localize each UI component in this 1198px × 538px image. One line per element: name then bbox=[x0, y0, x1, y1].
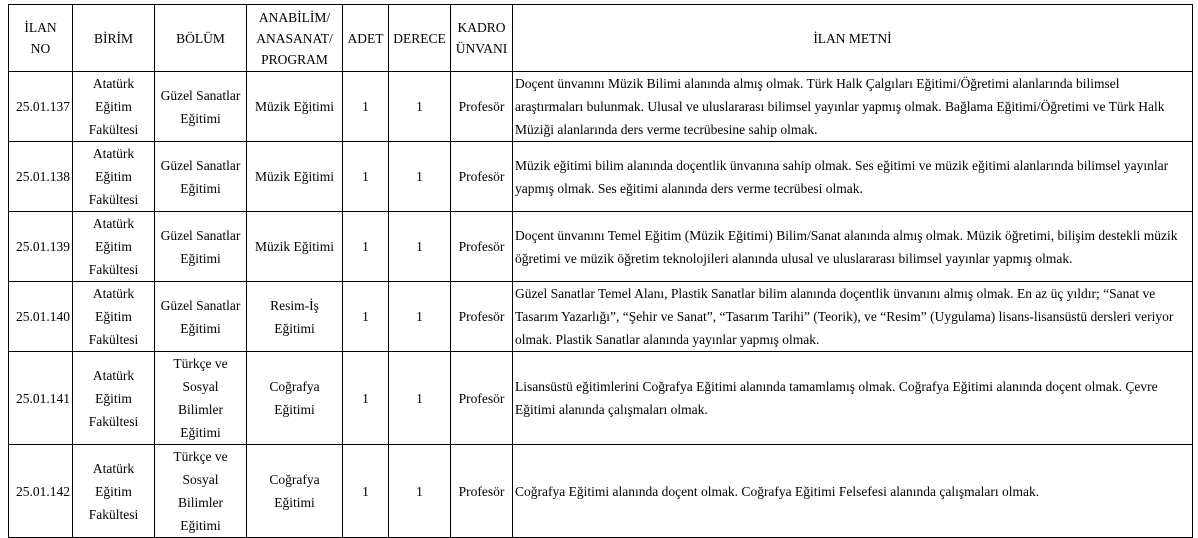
header-adet: ADET bbox=[343, 5, 389, 72]
anabilim-cell: Müzik Eğitimi bbox=[247, 142, 343, 212]
header-anabilim: ANABİLİM/ ANASANAT/ PROGRAM bbox=[247, 5, 343, 72]
bolum-cell: Türkçe ve Sosyal Bilimler Eğitimi bbox=[155, 445, 247, 538]
ilan-no-cell: 25.01.138 bbox=[9, 142, 73, 212]
derece-cell: 1 bbox=[389, 352, 451, 445]
birim-cell: Atatürk Eğitim Fakültesi bbox=[73, 282, 155, 352]
anabilim-cell: Coğrafya Eğitimi bbox=[247, 352, 343, 445]
bolum-cell: Güzel Sanatlar Eğitimi bbox=[155, 142, 247, 212]
header-birim: BİRİM bbox=[73, 5, 155, 72]
birim-cell: Atatürk Eğitim Fakültesi bbox=[73, 445, 155, 538]
ilan-table bbox=[8, 4, 1193, 538]
kadro-unvani-cell: Profesör bbox=[451, 445, 513, 538]
kadro-unvani-cell: Profesör bbox=[451, 142, 513, 212]
birim-cell: Atatürk Eğitim Fakültesi bbox=[73, 352, 155, 445]
anabilim-cell: Müzik Eğitimi bbox=[247, 212, 343, 282]
bolum-cell: Güzel Sanatlar Eğitimi bbox=[155, 72, 247, 142]
adet-cell: 1 bbox=[343, 142, 389, 212]
ilan-metni-cell: Doçent ünvanını Müzik Bilimi alanında almış olmak. Türk Halk Çalgıları Eğitimi/Öğretimi alanlarında bilimsel araştırmaları bulunmak. Ulusal ve uluslararası bilimsel yayınlar yapmış olmak. Bağlama Eğitimi/Öğretimi ve Türk Halk Müziği alanlarında ders verme tecrübesine sahip olmak. bbox=[513, 72, 1193, 142]
ilan-no-cell: 25.01.141 bbox=[9, 352, 73, 445]
header-bolum: BÖLÜM bbox=[155, 5, 247, 72]
birim-cell: Atatürk Eğitim Fakültesi bbox=[73, 142, 155, 212]
ilan-no-cell: 25.01.142 bbox=[9, 445, 73, 538]
ilan-metni-cell: Coğrafya Eğitimi alanında doçent olmak. Coğrafya Eğitimi Felsefesi alanında çalışmaları olmak. bbox=[513, 445, 1193, 538]
table-row bbox=[9, 72, 1193, 142]
adet-cell: 1 bbox=[343, 72, 389, 142]
header-ilan-metni: İLAN METNİ bbox=[513, 5, 1193, 72]
ilan-metni-cell: Doçent ünvanını Temel Eğitim (Müzik Eğitimi) Bilim/Sanat alanında almış olmak. Müzik öğretimi, bilişim destekli müzik öğretimi ve müzik öğretim teknolojileri alanında ulusal ve uluslararası bilimsel yayınlar yapmış olmak. bbox=[513, 212, 1193, 282]
anabilim-cell: Müzik Eğitimi bbox=[247, 72, 343, 142]
header-derece: DERECE bbox=[389, 5, 451, 72]
bolum-cell: Türkçe ve Sosyal Bilimler Eğitimi bbox=[155, 352, 247, 445]
birim-cell: Atatürk Eğitim Fakültesi bbox=[73, 72, 155, 142]
ilan-no-cell: 25.01.140 bbox=[9, 282, 73, 352]
derece-cell: 1 bbox=[389, 142, 451, 212]
derece-cell: 1 bbox=[389, 212, 451, 282]
adet-cell: 1 bbox=[343, 212, 389, 282]
ilan-no-cell: 25.01.137 bbox=[9, 72, 73, 142]
table-row bbox=[9, 282, 1193, 352]
anabilim-cell: Coğrafya Eğitimi bbox=[247, 445, 343, 538]
header-ilan-no: İLAN NO bbox=[9, 5, 73, 72]
header-row bbox=[9, 5, 1193, 72]
kadro-unvani-cell: Profesör bbox=[451, 282, 513, 352]
kadro-unvani-cell: Profesör bbox=[451, 352, 513, 445]
adet-cell: 1 bbox=[343, 352, 389, 445]
anabilim-cell: Resim-İş Eğitimi bbox=[247, 282, 343, 352]
table-row bbox=[9, 142, 1193, 212]
ilan-metni-cell: Lisansüstü eğitimlerini Coğrafya Eğitimi alanında tamamlamış olmak. Coğrafya Eğitimi alanında doçent olmak. Çevre Eğitimi alanında çalışmaları olmak. bbox=[513, 352, 1193, 445]
kadro-unvani-cell: Profesör bbox=[451, 72, 513, 142]
ilan-metni-cell: Güzel Sanatlar Temel Alanı, Plastik Sanatlar bilim alanında doçentlik ünvanını almış olmak. En az üç yıldır; “Sanat ve Tasarım Yazarlığı”, “Şehir ve Sanat”, “Tasarım Tarihi” (Teorik), ve “Resim” (Uygulama) lisans-lisansüstü dersleri veriyor olmak. Plastik Sanatlar alanında yayınlar yapmış olmak. bbox=[513, 282, 1193, 352]
ilan-no-cell: 25.01.139 bbox=[9, 212, 73, 282]
table-row bbox=[9, 352, 1193, 445]
derece-cell: 1 bbox=[389, 72, 451, 142]
derece-cell: 1 bbox=[389, 282, 451, 352]
table-row bbox=[9, 445, 1193, 538]
adet-cell: 1 bbox=[343, 282, 389, 352]
adet-cell: 1 bbox=[343, 445, 389, 538]
header-kadro-unvani: KADRO ÜNVANI bbox=[451, 5, 513, 72]
bolum-cell: Güzel Sanatlar Eğitimi bbox=[155, 282, 247, 352]
kadro-unvani-cell: Profesör bbox=[451, 212, 513, 282]
table-row bbox=[9, 212, 1193, 282]
ilan-metni-cell: Müzik eğitimi bilim alanında doçentlik ünvanına sahip olmak. Ses eğitimi ve müzik eğitimi alanlarında bilimsel yayınlar yapmış olmak. Ses eğitimi alanında ders verme tecrübesi olmak. bbox=[513, 142, 1193, 212]
derece-cell: 1 bbox=[389, 445, 451, 538]
bolum-cell: Güzel Sanatlar Eğitimi bbox=[155, 212, 247, 282]
birim-cell: Atatürk Eğitim Fakültesi bbox=[73, 212, 155, 282]
